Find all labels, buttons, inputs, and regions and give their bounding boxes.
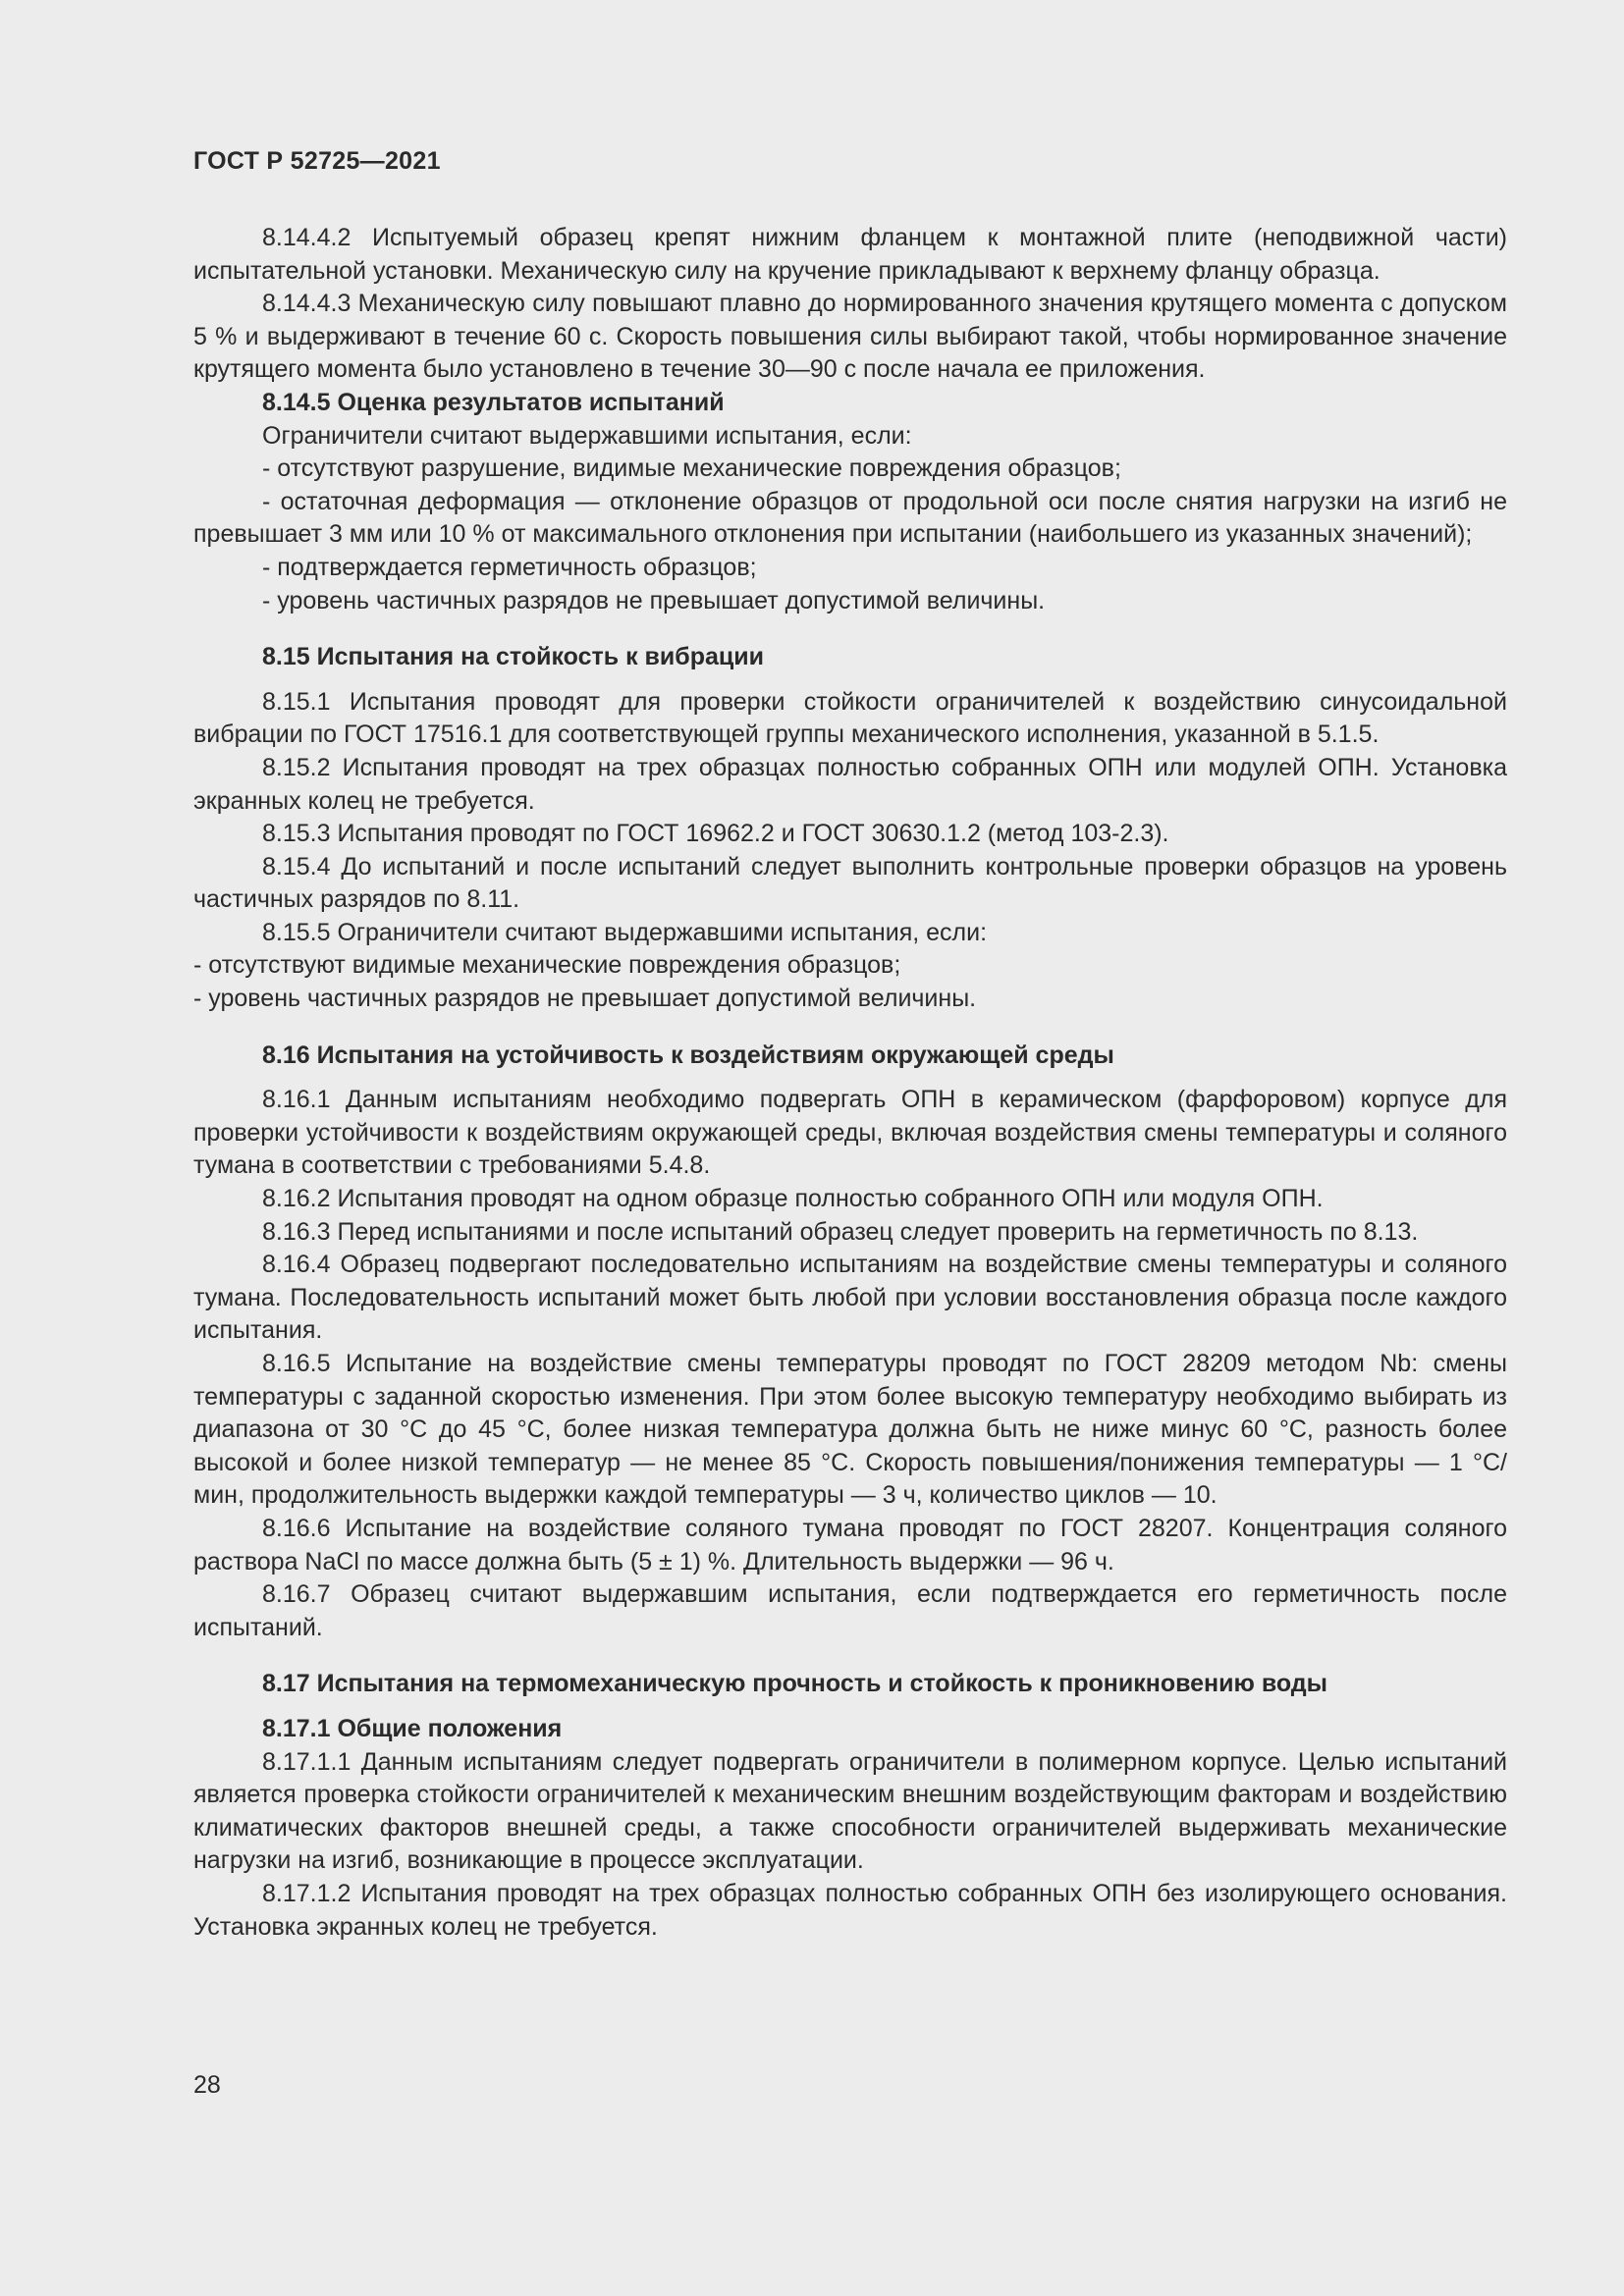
list-item: - подтверждается герметичность образцов; <box>262 553 757 581</box>
paragraph: 8.17.1.2 Испытания проводят на трех образцах полностью собранных ОПН без изолирующего основания. Установка экранных колец не требуется. <box>193 1879 1507 1941</box>
paragraph: 8.15.4 До испытаний и после испытаний следует выполнить контрольные проверки образцов на уровень частичных разрядов по 8.11. <box>193 852 1507 914</box>
paragraph: 8.17.1.1 Данным испытаниям следует подвергать ограничители в полимерном корпусе. Целью испытаний является проверка стойкости ограничителей к механическим внешним воздействующим факторам и воздействию климатических факторов внешней среды, а также способности ограничителей выдерживать механические нагрузки на изгиб, возникающие в процессе эксплуатации. <box>193 1747 1507 1875</box>
subsection-heading: 8.17.1 Общие положения <box>262 1714 563 1742</box>
list-item: - отсутствуют видимые механические повреждения образцов; <box>193 951 901 980</box>
list-item: - остаточная деформация — отклонение образцов от продольной оси после снятия нагрузки на изгиб не превышает 3 мм или 10 % от максимального отклонения при испытании (наибольшего из указанных значений); <box>193 487 1507 549</box>
paragraph: 8.16.6 Испытание на воздействие соляного тумана проводят по ГОСТ 28207. Концентрация соляного раствора NaCl по массе должна быть (5 ± 1) %. Длительность выдержки — 96 ч. <box>193 1514 1507 1575</box>
list-item: - отсутствуют разрушение, видимые механические повреждения образцов; <box>262 454 1121 483</box>
paragraph: 8.16.5 Испытание на воздействие смены температуры проводят по ГОСТ 28209 методом Nb: смены температуры с заданной скоростью изменения. При этом более высокую температуру необходимо выбирать из диапазона от 30 °С до 45 °С, более низкая температура должна быть не ниже минус 60 °С, разность более высокой и более низкой температур — не менее 85 °С. Скорость повышения/понижения температуры — 1 °С/мин, продолжительность выдержки каждой температуры — 3 ч, количество циклов — 10. <box>193 1350 1507 1510</box>
page-body <box>193 222 1507 1944</box>
paragraph: 8.16.3 Перед испытаниями и после испытаний образец следует проверить на герметичность по 8.13. <box>262 1217 1419 1246</box>
section-heading: 8.14.5 Оценка результатов испытаний <box>262 388 725 416</box>
document-header: ГОСТ Р 52725—2021 <box>193 147 441 175</box>
list-item: - уровень частичных разрядов не превышает допустимой величины. <box>262 586 1046 614</box>
paragraph: 8.16.4 Образец подвергают последовательно испытаниям на воздействие смены температуры и соляного тумана. Последовательность испытаний может быть любой при условии восстановления образца после каждого испытания. <box>193 1251 1507 1345</box>
paragraph: 8.15.5 Ограничители считают выдержавшими испытания, если: <box>262 918 988 946</box>
section-heading: 8.16 Испытания на устойчивость к воздействиям окружающей среды <box>262 1041 1114 1069</box>
page-number: 28 <box>193 2071 221 2099</box>
paragraph: 8.16.2 Испытания проводят на одном образце полностью собранного ОПН или модуля ОПН. <box>262 1185 1324 1213</box>
section-heading: 8.17 Испытания на термомеханическую прочность и стойкость к проникновению воды <box>262 1670 1328 1698</box>
paragraph: 8.16.1 Данным испытаниям необходимо подвергать ОПН в керамическом (фарфоровом) корпусе для проверки устойчивости к воздействиям окружающей среды, включая воздействия смены температуры и соляного тумана в соответствии с требованиями 5.4.8. <box>193 1086 1507 1180</box>
section-heading: 8.15 Испытания на стойкость к вибрации <box>262 643 764 671</box>
paragraph: 8.15.3 Испытания проводят по ГОСТ 16962.2 и ГОСТ 30630.1.2 (метод 103-2.3). <box>262 820 1169 848</box>
paragraph: 8.15.2 Испытания проводят на трех образцах полностью собранных ОПН или модулей ОПН. Установка экранных колец не требуется. <box>193 753 1507 815</box>
paragraph: Ограничители считают выдержавшими испытания, если: <box>262 421 912 450</box>
list-item: - уровень частичных разрядов не превышает допустимой величины. <box>193 985 977 1013</box>
paragraph: 8.14.4.2 Испытуемый образец крепят нижним фланцем к монтажной плите (неподвижной части) испытательной установки. Механическую силу на кручение прикладывают к верхнему фланцу образца. <box>193 224 1507 285</box>
paragraph: 8.16.7 Образец считают выдержавшим испытания, если подтверждается его герметичность после испытаний. <box>193 1580 1507 1641</box>
paragraph: 8.15.1 Испытания проводят для проверки стойкости ограничителей к воздействию синусоидальной вибрации по ГОСТ 17516.1 для соответствующей группы механического исполнения, указанной в 5.1.5. <box>193 687 1507 749</box>
paragraph: 8.14.4.3 Механическую силу повышают плавно до нормированного значения крутящего момента с допуском 5 % и выдерживают в течение 60 с. Скорость повышения силы выбирают такой, чтобы нормированное значение крутящего момента было установлено в течение 30—90 с после начала ее приложения. <box>193 290 1507 384</box>
